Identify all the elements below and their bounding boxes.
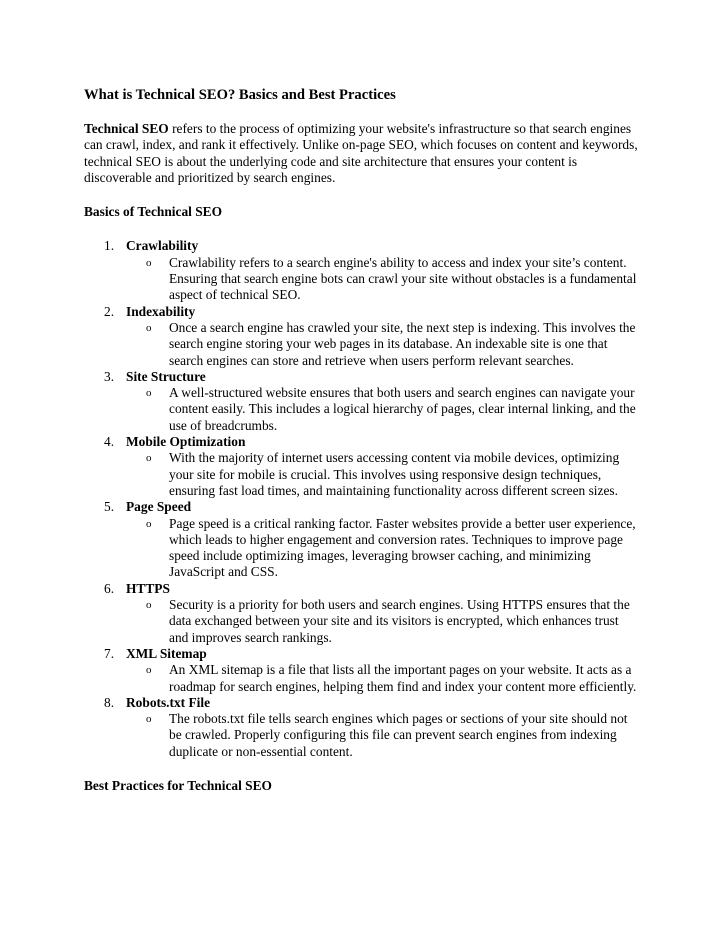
- item-text: A well-structured website ensures that both users and search engines can navigate your content easily. This includes a logical hierarchy of pages, clear internal linking, and the use of breadcrumbs.: [169, 385, 636, 433]
- item-description: [126, 516, 640, 581]
- item-title: Page Speed: [126, 499, 192, 515]
- list-item: [84, 695, 640, 760]
- basics-heading: Basics of Technical SEO: [84, 204, 223, 220]
- list-item: [84, 499, 640, 580]
- item-number: 8.: [104, 694, 115, 710]
- list-item: [84, 581, 640, 646]
- circle-bullet-icon: o: [146, 387, 152, 400]
- item-description: [126, 662, 640, 695]
- circle-bullet-icon: o: [146, 599, 152, 612]
- item-description: [126, 255, 640, 304]
- circle-bullet-icon: o: [146, 321, 152, 334]
- circle-bullet-icon: o: [146, 256, 152, 269]
- item-number: 6.: [104, 580, 115, 596]
- item-number: 7.: [104, 645, 115, 661]
- item-description: [126, 385, 640, 434]
- item-title: Robots.txt File: [126, 694, 211, 710]
- item-text: An XML sitemap is a file that lists all the important pages on your website. It acts as a roadmap for search engines, helping them find and index your content more efficiently.: [169, 662, 637, 694]
- item-number: 2.: [104, 303, 115, 319]
- list-item: [84, 646, 640, 695]
- item-text: The robots.txt file tells search engines which pages or sections of your site should not be crawled. Properly configuring this file can prevent search engines from indexing duplicate or non-essential content.: [169, 711, 628, 759]
- item-number: 3.: [104, 368, 115, 384]
- item-title: Indexability: [126, 303, 196, 319]
- item-number: 5.: [104, 499, 115, 515]
- intro-term: Technical SEO: [84, 121, 169, 136]
- item-title: XML Sitemap: [126, 645, 207, 661]
- item-title: Crawlability: [126, 238, 199, 254]
- intro-paragraph: [84, 121, 640, 186]
- circle-bullet-icon: o: [146, 664, 152, 677]
- item-text: Security is a priority for both users and search engines. Using HTTPS ensures that the data exchanged between your site and its visitors is encrypted, which enhances trust and improves search rankings.: [169, 597, 630, 645]
- item-description: [126, 597, 640, 646]
- item-description: [126, 320, 640, 369]
- list-item: [84, 304, 640, 369]
- item-text: With the majority of internet users accessing content via mobile devices, optimizing your site for mobile is crucial. This involves using responsive design techniques, ensuring fast load times, and maintaining functionality across different screen sizes.: [169, 450, 620, 498]
- item-description: [126, 450, 640, 499]
- page-title: What is Technical SEO? Basics and Best Practices: [84, 87, 396, 103]
- item-title: Site Structure: [126, 368, 206, 384]
- item-title: HTTPS: [126, 580, 170, 596]
- circle-bullet-icon: o: [146, 452, 152, 465]
- item-text: Page speed is a critical ranking factor. Faster websites provide a better user experience, which leads to higher engagement and conversion rates. Techniques to improve page speed include optimizing images, leveraging browser caching, and minimizing JavaScript and CSS.: [169, 515, 636, 580]
- circle-bullet-icon: o: [146, 713, 152, 726]
- list-item: [84, 238, 640, 303]
- item-text: Once a search engine has crawled your site, the next step is indexing. This involves the search engine storing your web pages in its database. An indexable site is one that search engines can store and retrieve when users perform relevant searches.: [169, 319, 636, 368]
- item-title: Mobile Optimization: [126, 434, 246, 450]
- item-description: [126, 711, 640, 760]
- item-number: 1.: [104, 238, 115, 254]
- list-item: [84, 434, 640, 499]
- item-text: Crawlability refers to a search engine's ability to access and index your site’s content. Ensuring that search engine bots can crawl your site without obstacles is a fundamental aspect of technical SEO.: [169, 254, 637, 303]
- item-number: 4.: [104, 434, 115, 450]
- basics-list: [84, 238, 640, 760]
- best-practices-heading: Best Practices for Technical SEO: [84, 777, 272, 793]
- intro-text: refers to the process of optimizing your website's infrastructure so that search engines can crawl, index, and rank it effectively. Unlike on-page SEO, which focuses on content and keywords, technical SEO is about the underlying code and site architecture that ensures your content is discoverable and prioritized by search engines.: [84, 121, 638, 185]
- circle-bullet-icon: o: [146, 517, 152, 530]
- document-page: [84, 86, 640, 794]
- list-item: [84, 369, 640, 434]
